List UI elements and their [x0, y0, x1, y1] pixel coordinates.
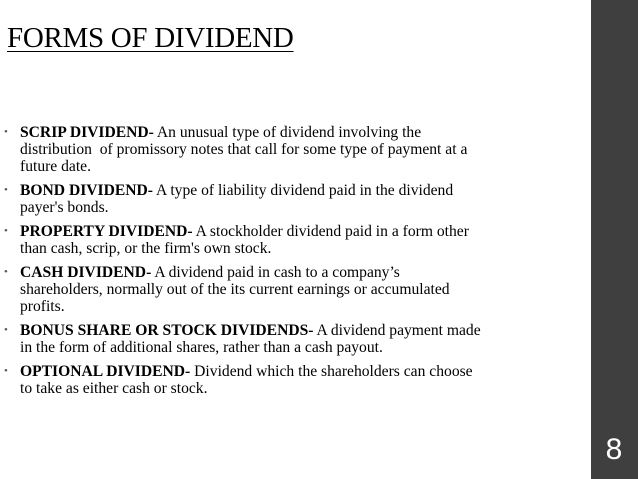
bullet-text-line: profits. — [20, 298, 65, 315]
bullet-text-line: in the form of additional shares, rather than a cash payout. — [20, 339, 383, 356]
bullet-list — [4, 124, 576, 404]
bullet-dot: • — [4, 365, 8, 377]
bullet-scrip-dividend — [4, 124, 576, 175]
bullet-dot: • — [4, 266, 8, 278]
bullet-term: CASH DIVIDEND- — [20, 264, 152, 281]
bullet-dot: • — [4, 184, 8, 196]
bullet-term: BOND DIVIDEND- — [20, 182, 153, 199]
bullet-term: PROPERTY DIVIDEND- — [20, 223, 193, 240]
bullet-text-line: shareholders, normally out of the its current earnings or accumulated — [20, 281, 450, 298]
bullet-text-line: payer's bonds. — [20, 199, 109, 216]
slide-sidebar — [591, 0, 638, 479]
bullet-text-line: An unusual type of dividend involving the — [156, 124, 422, 141]
bullet-bond-dividend — [4, 182, 576, 216]
bullet-term: OPTIONAL DIVIDEND- — [20, 363, 191, 380]
bullet-optional-dividend — [4, 363, 576, 397]
bullet-text-line: to take as either cash or stock. — [20, 380, 208, 397]
slide-title: FORMS OF DIVIDEND — [7, 22, 294, 54]
bullet-text-line: than cash, scrip, or the firm's own stock. — [20, 240, 272, 257]
bullet-text-line: distribution of promissory notes that call for some type of payment at a — [20, 141, 468, 158]
bullet-cash-dividend — [4, 264, 576, 315]
bullet-term: SCRIP DIVIDEND- — [20, 124, 154, 141]
bullet-text-line: Dividend which the shareholders can choose — [194, 363, 473, 380]
bullet-text-line: A type of liability dividend paid in the dividend — [156, 182, 454, 199]
bullet-text-line: A dividend paid in cash to a company’s — [154, 264, 400, 281]
bullet-term: BONUS SHARE OR STOCK DIVIDENDS- — [20, 322, 314, 339]
bullet-text-line: A stockholder dividend paid in a form other — [195, 223, 469, 240]
bullet-dot: • — [4, 225, 8, 237]
bullet-bonus-share-dividend — [4, 322, 576, 356]
bullet-property-dividend — [4, 223, 576, 257]
slide-page-number: 8 — [605, 433, 623, 466]
bullet-dot: • — [4, 324, 8, 336]
bullet-dot: • — [4, 126, 8, 138]
bullet-text-line: future date. — [20, 158, 92, 175]
bullet-text-line: A dividend payment made — [316, 322, 481, 339]
